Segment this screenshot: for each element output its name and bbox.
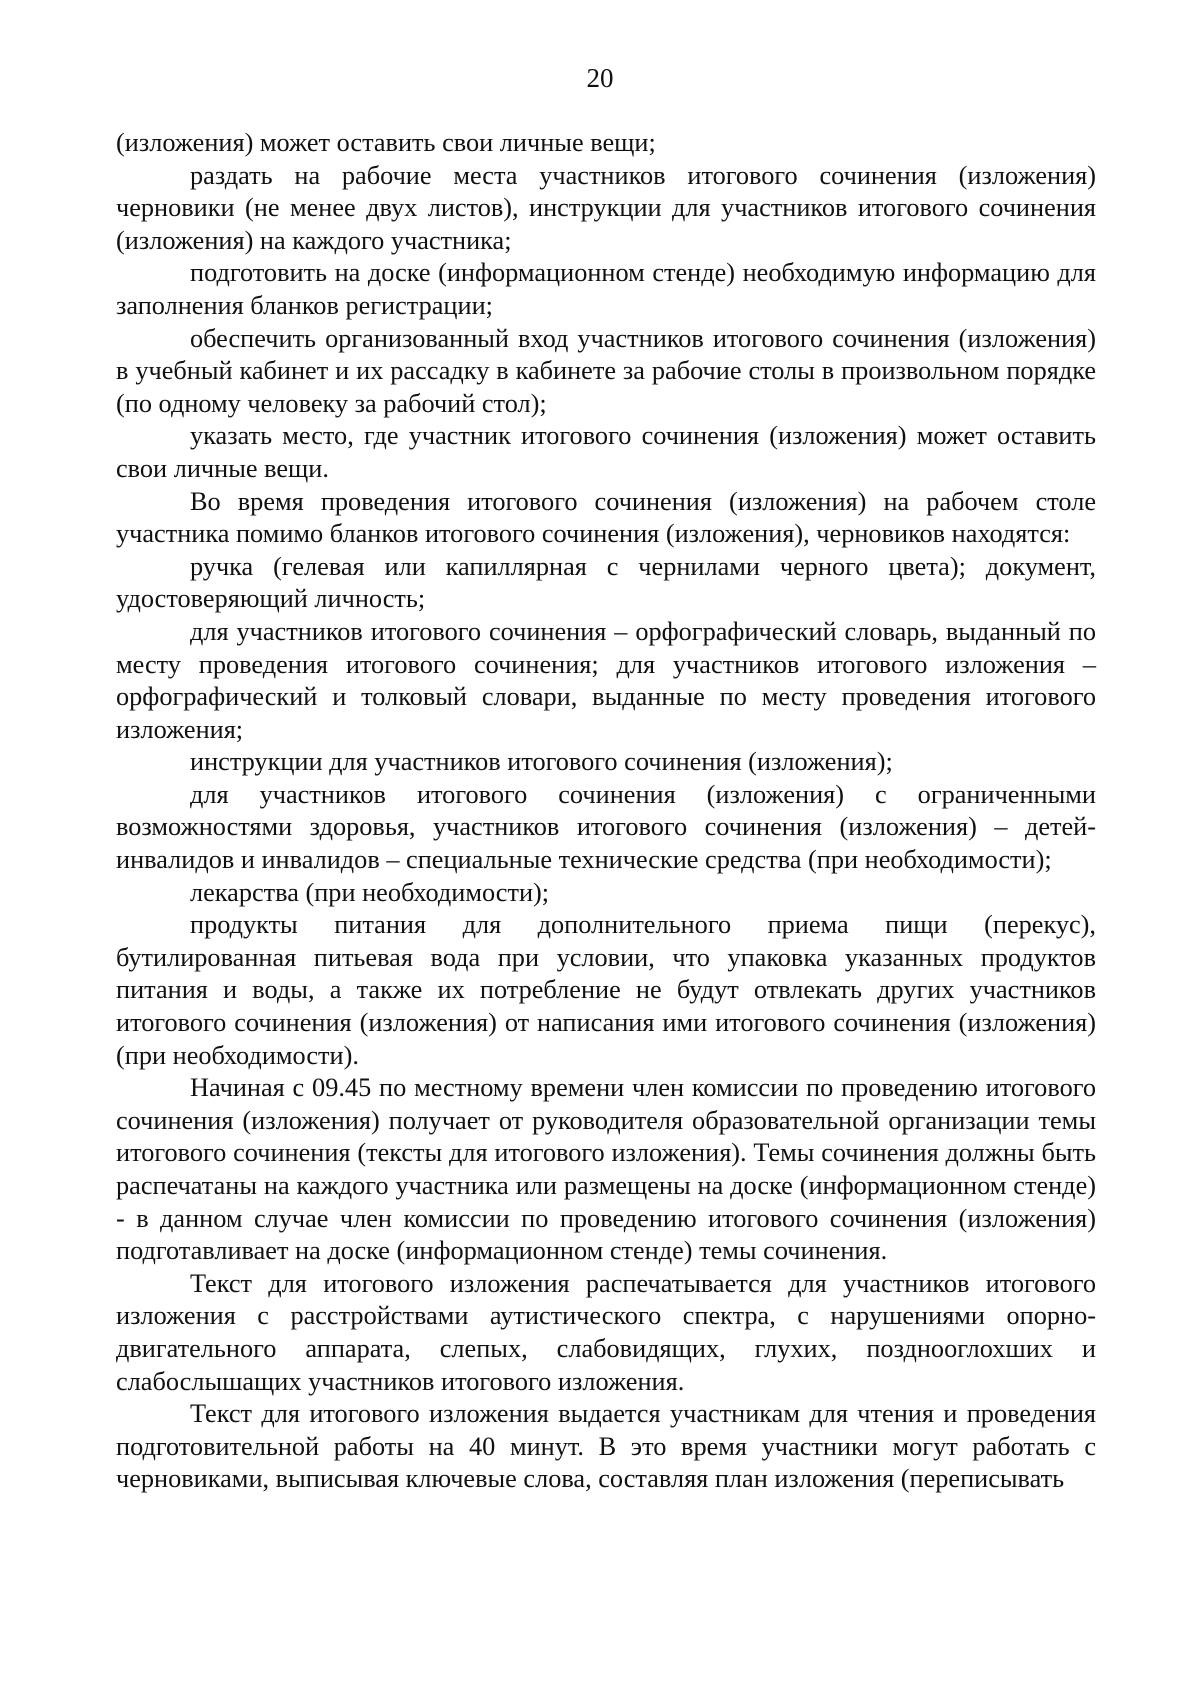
document-body [116, 127, 1096, 1496]
paragraph-food-and-water: продукты питания для дополнительного приема пищи (перекус), бутилированная питьевая вода при условии, что упаковка указанных продуктов питания и воды, а также их потребление не будут отвлекать других участников итогового сочинения (изложения) от написания ими итогового сочинения (изложения) (при необходимости). [116, 910, 1096, 1070]
paragraph-organize-entry: обеспечить организованный вход участников итогового сочинения (изложения) в учебный кабинет и их рассадку в кабинете за рабочие столы в произвольном порядке (по одному человеку за рабочий стол); [116, 323, 1096, 418]
paragraph-prepare-board: подготовить на доске (информационном стенде) необходимую информацию для заполнения бланков регистрации; [116, 258, 1096, 320]
paragraph-topics-receipt: Начиная с 09.45 по местному времени член комиссии по проведению итогового сочинения (изложения) получает от руководителя образовательной организации темы итогового сочинения (тексты для итогового изложения). Темы сочинения должны быть распечатаны на каждого участника или размещены на доске (информационном стенде) - в данном случае член комиссии по проведению итогового сочинения (изложения) подготавливает на доске (информационном стенде) темы сочинения. [116, 1073, 1096, 1266]
paragraph-continuation: (изложения) может оставить свои личные вещи; [116, 128, 656, 157]
paragraph-reading-time: Текст для итогового изложения выдается участникам для чтения и проведения подготовительной работы на 40 минут. В это время участники могут работать с черновиками, выписывая ключевые слова, составляя план изложения (переписывать [116, 1399, 1096, 1494]
paragraph-pen-and-id: ручка (гелевая или капиллярная с чернилами черного цвета); документ, удостоверяющий личность; [116, 551, 1096, 614]
paragraph-personal-belongings: указать место, где участник итогового сочинения (изложения) может оставить свои личные вещи. [116, 421, 1096, 483]
page-number: 20 [586, 63, 614, 93]
paragraph-instructions: инструкции для участников итогового сочинения (изложения); [190, 747, 893, 777]
paragraph-dictionaries: для участников итогового сочинения – орфографический словарь, выданный по месту проведения итогового сочинения; для участников итогового изложения – орфографический и толковый словари, выданные по месту проведения итогового изложения; [116, 616, 1096, 744]
paragraph-special-equipment: для участников итогового сочинения (изложения) с ограниченными возможностями здоровья, участников итогового сочинения (изложения) – детей-инвалидов и инвалидов – специальные технические средства (при необходимости); [116, 779, 1096, 875]
paragraph-distribute-drafts: раздать на рабочие места участников итогового сочинения (изложения) черновики (не менее двух листов), инструкции для участников итогового сочинения (изложения) на каждого участника; [116, 160, 1096, 255]
paragraph-desk-items-intro: Во время проведения итогового сочинения (изложения) на рабочем столе участника помимо бланков итогового сочинения (изложения), черновиков находятся: [116, 486, 1096, 549]
paragraph-medicines: лекарства (при необходимости); [190, 877, 550, 907]
paragraph-printed-text: Текст для итогового изложения распечатывается для участников итогового изложения с расстройствами аутистического спектра, с нарушениями опорно-двигательного аппарата, слепых, слабовидящих, глухих, позднооглохших и слабослышащих участников итогового изложения. [116, 1268, 1096, 1396]
